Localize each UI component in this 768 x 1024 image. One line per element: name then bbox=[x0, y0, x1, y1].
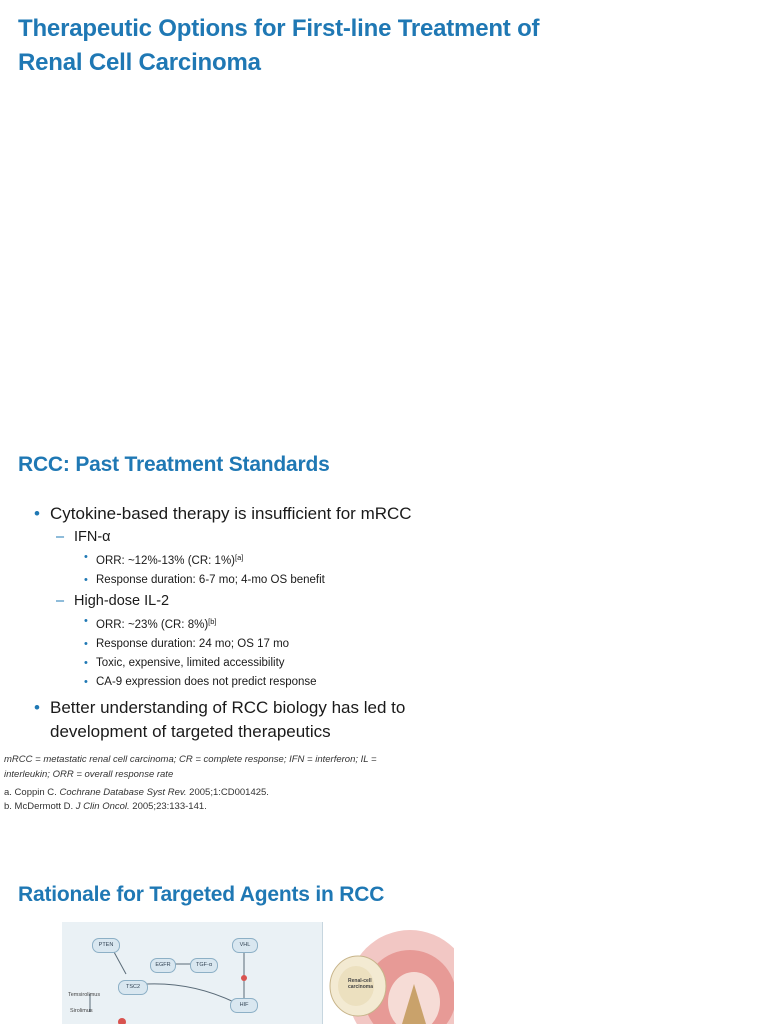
node-hif: HIF bbox=[230, 998, 258, 1013]
inhibition-marker-icon bbox=[241, 975, 247, 981]
il2-item bbox=[34, 635, 494, 654]
node-tsc2: TSC2 bbox=[118, 980, 148, 995]
rcc-pathway-figure bbox=[62, 922, 454, 1024]
bullet-dot-icon: • bbox=[84, 574, 88, 586]
node-egfr: EGFR bbox=[150, 958, 176, 973]
dash-icon: – bbox=[56, 529, 65, 545]
drug-sirolimus-label: Sirolimus bbox=[70, 1008, 93, 1014]
il2-orr-text: ORR: ~23% (CR: 8%) bbox=[96, 619, 209, 631]
il2-item bbox=[34, 654, 494, 673]
ifn-orr-text: ORR: ~12%-13% (CR: 1%) bbox=[96, 555, 235, 567]
bullet-dot-icon: • bbox=[84, 676, 88, 688]
ifn-item bbox=[34, 548, 494, 571]
bullet-cytokine bbox=[34, 502, 494, 526]
references bbox=[4, 786, 444, 814]
signaling-pathway-diagram bbox=[62, 922, 323, 1024]
bullet-dot-icon: • bbox=[84, 551, 88, 563]
il2-duration-text: Response duration: 24 mo; OS 17 mo bbox=[96, 638, 290, 650]
ifn-duration-text: Response duration: 6-7 mo; 4-mo OS benefit bbox=[96, 574, 325, 586]
node-vhl: VHL bbox=[232, 938, 258, 953]
slide3-title: Rationale for Targeted Agents in RCC bbox=[18, 883, 385, 906]
kidney-illustration bbox=[314, 922, 454, 1024]
reference-b: b. McDermott D. J Clin Oncol. 2005;23:133-141. bbox=[4, 801, 207, 812]
ref-marker: [b] bbox=[208, 617, 217, 626]
slide1-title: Therapeutic Options for First-line Treatment of Renal Cell Carcinoma bbox=[18, 15, 540, 76]
ifn-item bbox=[34, 571, 494, 590]
node-pten: PTEN bbox=[92, 938, 120, 953]
bullet-cytokine-text: Cytokine-based therapy is insufficient for mRCC bbox=[50, 504, 412, 523]
sub-bullet-ifn bbox=[34, 526, 494, 548]
il2-ca9-text: CA-9 expression does not predict response bbox=[96, 676, 317, 688]
ref-marker: [a] bbox=[235, 553, 244, 562]
bullet-dot-icon: • bbox=[84, 638, 88, 650]
ifn-label: IFN-α bbox=[74, 529, 111, 545]
reference-a: a. Coppin C. Cochrane Database Syst Rev. 2005;1:CD001425. bbox=[4, 787, 269, 798]
kidney-icon bbox=[314, 922, 454, 1024]
sub-bullet-il2 bbox=[34, 590, 494, 612]
drug-temsirolimus-label: Temsirolimus bbox=[68, 992, 101, 998]
bullet-dot-icon: • bbox=[84, 657, 88, 669]
bullet-biology-text: Better understanding of RCC biology has led to development of targeted therapeutics bbox=[50, 698, 406, 741]
il2-item bbox=[34, 612, 494, 635]
abbreviations-footnote: mRCC = metastatic renal cell carcinoma; CR = complete response; IFN = interferon; IL = interleukin; ORR = overall response rate bbox=[4, 754, 377, 780]
arrow-pten-tsc2 bbox=[114, 952, 126, 974]
il2-label: High-dose IL-2 bbox=[74, 593, 170, 609]
slide2-title: RCC: Past Treatment Standards bbox=[18, 453, 330, 476]
node-tgf: TGF-α bbox=[190, 958, 218, 973]
inhibition-marker-icon bbox=[118, 1018, 126, 1024]
bullet-dot-icon: • bbox=[34, 698, 40, 717]
dash-icon: – bbox=[56, 593, 65, 609]
il2-item bbox=[34, 673, 494, 692]
arrow-tsc2-hif bbox=[146, 984, 234, 1002]
bullet-dot-icon: • bbox=[84, 615, 88, 627]
il2-toxic-text: Toxic, expensive, limited accessibility bbox=[96, 657, 285, 669]
bullet-dot-icon: • bbox=[34, 504, 40, 523]
bullet-biology bbox=[34, 696, 494, 744]
slide2-bullet-list bbox=[34, 502, 494, 744]
kidney-rcc-label: Renal-cell carcinoma bbox=[348, 978, 374, 990]
